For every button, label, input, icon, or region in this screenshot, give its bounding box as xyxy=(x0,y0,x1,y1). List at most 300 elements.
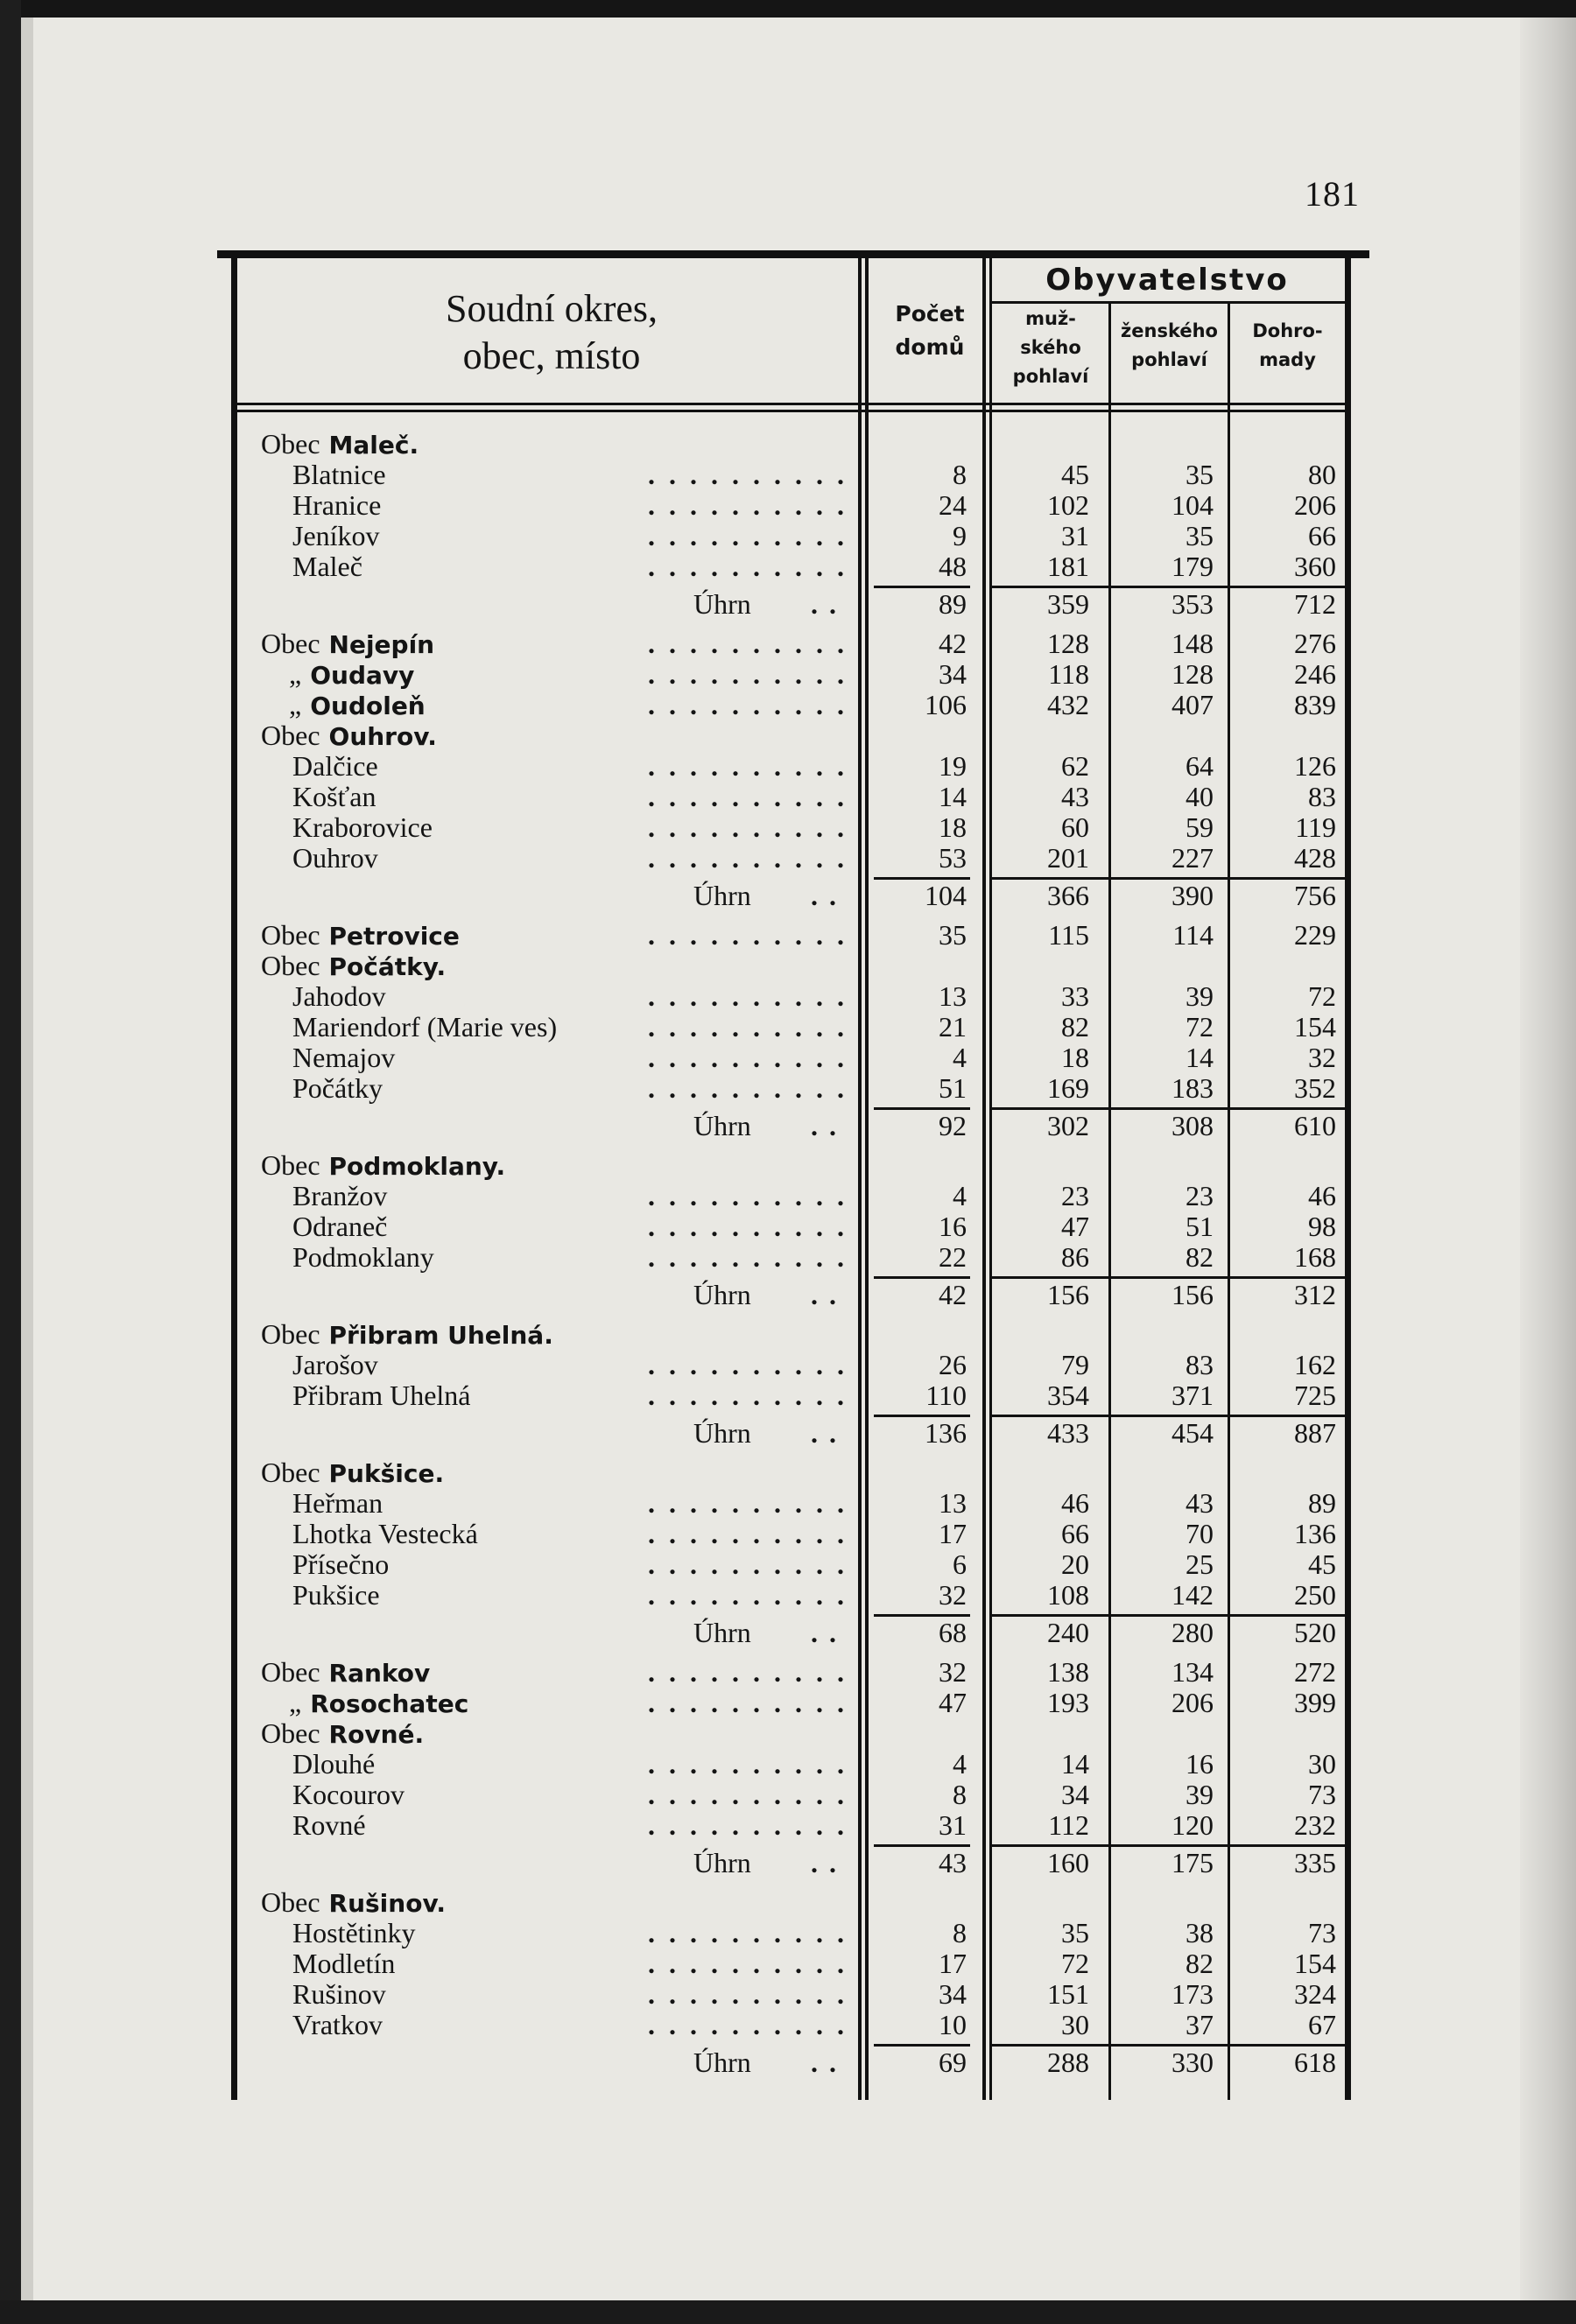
female-cell: 72 xyxy=(1186,1011,1214,1043)
total-cell: 312 xyxy=(1294,1279,1336,1310)
female-cell: 128 xyxy=(1171,658,1214,690)
municipality-prefix: Obec xyxy=(261,628,320,659)
municipality-name: Rušinov. xyxy=(328,1889,447,1918)
municipality-label xyxy=(261,1150,505,1182)
houses-cell: 47 xyxy=(939,1687,967,1718)
total-cell: 98 xyxy=(1308,1211,1336,1242)
total-cell: 30 xyxy=(1308,1748,1336,1780)
leader-dots: . . . . . . . . . . xyxy=(648,1180,848,1211)
municipality-label xyxy=(261,951,446,982)
municipality-name: Petrovice xyxy=(328,922,460,951)
female-cell: 142 xyxy=(1171,1579,1214,1611)
total-cell: 89 xyxy=(1308,1487,1336,1519)
houses-cell: 8 xyxy=(953,1779,967,1810)
male-cell: 86 xyxy=(1061,1241,1089,1273)
leader-dots: . . . . . . . . . . xyxy=(648,1487,848,1519)
municipality-row xyxy=(0,1688,1576,1718)
header-houses-line1: Počet xyxy=(895,301,965,326)
total-cell: 610 xyxy=(1294,1110,1336,1141)
place-name: Blatnice xyxy=(292,459,386,490)
municipality-prefix: Obec xyxy=(261,720,320,751)
female-cell: 16 xyxy=(1186,1748,1214,1780)
houses-cell: 31 xyxy=(939,1809,967,1841)
municipality-prefix: „ xyxy=(289,658,302,690)
female-cell: 134 xyxy=(1171,1656,1214,1688)
male-cell: 33 xyxy=(1061,980,1089,1012)
header-total-line1: Dohro- xyxy=(1252,320,1323,341)
leader-dots: . . . . . . . . . . xyxy=(648,1656,848,1688)
female-cell: 38 xyxy=(1186,1917,1214,1948)
column-group-population: Obyvatelstvo xyxy=(1045,263,1289,298)
female-cell: 39 xyxy=(1186,980,1214,1012)
female-cell: 35 xyxy=(1186,520,1214,551)
leader-dots: . . . . . . . . . . xyxy=(648,1211,848,1242)
leader-dots: . . . . . . . . . . xyxy=(648,689,848,720)
male-cell: 181 xyxy=(1047,551,1089,582)
female-cell: 390 xyxy=(1171,880,1214,911)
houses-cell: 24 xyxy=(939,489,967,521)
table-row xyxy=(0,1488,1576,1519)
male-cell: 138 xyxy=(1047,1656,1089,1688)
header-female-line2: pohlaví xyxy=(1131,349,1207,370)
header-male-line2: ského xyxy=(1020,337,1081,358)
male-cell: 14 xyxy=(1061,1748,1089,1780)
place-name: Podmoklany xyxy=(292,1241,434,1273)
male-cell: 115 xyxy=(1048,919,1089,951)
header-male-line3: pohlaví xyxy=(1012,366,1089,387)
leader-dots: . . . . . . . . . . xyxy=(648,658,848,690)
houses-cell: 69 xyxy=(939,2047,967,2078)
total-cell: 154 xyxy=(1294,1948,1336,1979)
total-cell: 66 xyxy=(1308,520,1336,551)
table-row xyxy=(0,1012,1576,1043)
column-header-female xyxy=(1111,317,1228,375)
summary-label: Úhrn xyxy=(693,1617,751,1648)
leader-dots: .. xyxy=(811,1110,848,1141)
houses-cell: 34 xyxy=(939,658,967,690)
total-cell: 250 xyxy=(1294,1579,1336,1611)
column-header-male xyxy=(993,305,1108,391)
header-total-line2: mady xyxy=(1259,349,1316,370)
female-cell: 40 xyxy=(1186,781,1214,812)
leader-dots: .. xyxy=(811,1417,848,1449)
summary-row xyxy=(0,1848,1576,1878)
houses-cell: 4 xyxy=(953,1180,967,1211)
total-cell: 154 xyxy=(1294,1011,1336,1043)
houses-cell: 48 xyxy=(939,551,967,582)
summary-label: Úhrn xyxy=(693,588,751,620)
place-name: Ouhrov xyxy=(292,842,378,874)
table-row xyxy=(0,1519,1576,1549)
municipality-name: Pukšice. xyxy=(328,1459,445,1488)
table-row xyxy=(0,1780,1576,1810)
place-name: Kocourov xyxy=(292,1779,405,1810)
leader-dots: . . . . . . . . . . xyxy=(648,919,848,951)
houses-cell: 32 xyxy=(939,1579,967,1611)
houses-cell: 51 xyxy=(939,1072,967,1104)
table-top-rule xyxy=(217,250,1369,258)
female-cell: 37 xyxy=(1186,2009,1214,2040)
male-cell: 433 xyxy=(1047,1417,1089,1449)
male-cell: 30 xyxy=(1061,2009,1089,2040)
municipality-prefix: „ xyxy=(289,1687,302,1718)
place-name: Mariendorf (Marie ves) xyxy=(292,1011,558,1043)
municipality-label xyxy=(261,720,437,752)
houses-cell: 53 xyxy=(939,842,967,874)
male-cell: 151 xyxy=(1047,1978,1089,2010)
municipality-name: Rosochatec xyxy=(310,1689,469,1718)
leader-dots: . . . . . . . . . . xyxy=(648,1518,848,1549)
male-cell: 128 xyxy=(1047,628,1089,659)
municipality-prefix: „ xyxy=(289,689,302,720)
municipality-name: Rovné. xyxy=(328,1720,425,1749)
page-number: 181 xyxy=(1305,174,1360,214)
scan-border-top xyxy=(0,0,1576,18)
houses-cell: 19 xyxy=(939,750,967,782)
header-male-line1: muž- xyxy=(1025,308,1076,329)
municipality-label xyxy=(289,690,426,721)
scan-border-bottom xyxy=(0,2300,1576,2324)
municipality-label xyxy=(261,1657,430,1689)
table-row xyxy=(0,1948,1576,1979)
municipality-prefix: Obec xyxy=(261,1886,320,1918)
table-row xyxy=(0,490,1576,521)
male-cell: 20 xyxy=(1061,1548,1089,1580)
female-cell: 104 xyxy=(1171,489,1214,521)
leader-dots: . . . . . . . . . . xyxy=(648,1349,848,1380)
header-female-line1: ženského xyxy=(1121,320,1218,341)
header-houses-line2: domů xyxy=(895,334,965,360)
table-row xyxy=(0,1979,1576,2010)
municipality-row xyxy=(0,1657,1576,1688)
place-name: Rovné xyxy=(292,1809,366,1841)
total-cell: 335 xyxy=(1294,1847,1336,1878)
leader-dots: . . . . . . . . . . xyxy=(648,811,848,843)
summary-label: Úhrn xyxy=(693,1847,751,1878)
place-name: Branžov xyxy=(292,1180,388,1211)
leader-dots: . . . . . . . . . . xyxy=(648,842,848,874)
male-cell: 35 xyxy=(1061,1917,1089,1948)
female-cell: 407 xyxy=(1171,689,1214,720)
table-row xyxy=(0,1350,1576,1380)
male-cell: 108 xyxy=(1047,1579,1089,1611)
total-cell: 725 xyxy=(1294,1380,1336,1411)
total-cell: 67 xyxy=(1308,2009,1336,2040)
municipality-row xyxy=(0,920,1576,951)
total-cell: 232 xyxy=(1294,1809,1336,1841)
houses-cell: 106 xyxy=(925,689,967,720)
houses-cell: 22 xyxy=(939,1241,967,1273)
leader-dots: . . . . . . . . . . xyxy=(648,750,848,782)
summary-row xyxy=(0,1111,1576,1141)
houses-cell: 92 xyxy=(939,1110,967,1141)
leader-dots: . . . . . . . . . . xyxy=(648,520,848,551)
leader-dots: . . . . . . . . . . xyxy=(648,628,848,659)
male-cell: 62 xyxy=(1061,750,1089,782)
summary-row xyxy=(0,1418,1576,1449)
female-cell: 25 xyxy=(1186,1548,1214,1580)
place-name: Nemajov xyxy=(292,1042,396,1073)
male-cell: 193 xyxy=(1047,1687,1089,1718)
houses-cell: 17 xyxy=(939,1518,967,1549)
male-cell: 79 xyxy=(1061,1349,1089,1380)
leader-dots: . . . . . . . . . . xyxy=(648,1948,848,1979)
leader-dots: . . . . . . . . . . xyxy=(648,1011,848,1043)
male-cell: 112 xyxy=(1048,1809,1089,1841)
female-cell: 148 xyxy=(1171,628,1214,659)
municipality-prefix: Obec xyxy=(261,428,320,460)
table-row xyxy=(0,1181,1576,1211)
table-row xyxy=(0,782,1576,812)
male-cell: 240 xyxy=(1047,1617,1089,1648)
municipality-label xyxy=(261,920,460,951)
male-cell: 359 xyxy=(1047,588,1089,620)
table-row xyxy=(0,843,1576,874)
leader-dots: . . . . . . . . . . xyxy=(648,1809,848,1841)
municipality-row xyxy=(0,1457,1576,1488)
female-cell: 156 xyxy=(1171,1279,1214,1310)
municipality-name: Rankov xyxy=(328,1659,431,1688)
male-cell: 18 xyxy=(1061,1042,1089,1073)
header-rule-1 xyxy=(237,403,1345,405)
municipality-name: Počátky. xyxy=(328,952,447,981)
leader-dots: . . . . . . . . . . xyxy=(648,1917,848,1948)
header-rule-2 xyxy=(237,410,1345,412)
total-cell: 80 xyxy=(1308,459,1336,490)
place-name: Maleč xyxy=(292,551,362,582)
female-cell: 64 xyxy=(1186,750,1214,782)
leader-dots: . . . . . . . . . . xyxy=(648,1748,848,1780)
female-cell: 206 xyxy=(1171,1687,1214,1718)
houses-cell: 136 xyxy=(925,1417,967,1449)
municipality-name: Podmoklany. xyxy=(328,1152,506,1181)
municipality-row xyxy=(0,1887,1576,1918)
total-cell: 618 xyxy=(1294,2047,1336,2078)
total-cell: 756 xyxy=(1294,880,1336,911)
header-title-line1: Soudní okres, xyxy=(446,287,658,330)
leader-dots: . . . . . . . . . . xyxy=(648,781,848,812)
summary-label: Úhrn xyxy=(693,1279,751,1310)
male-cell: 34 xyxy=(1061,1779,1089,1810)
total-cell: 352 xyxy=(1294,1072,1336,1104)
leader-dots: . . . . . . . . . . xyxy=(648,1579,848,1611)
female-cell: 83 xyxy=(1186,1349,1214,1380)
place-name: Jarošov xyxy=(292,1349,378,1380)
total-cell: 229 xyxy=(1294,919,1336,951)
male-cell: 169 xyxy=(1047,1072,1089,1104)
female-cell: 114 xyxy=(1172,919,1214,951)
houses-cell: 110 xyxy=(925,1380,967,1411)
female-cell: 308 xyxy=(1171,1110,1214,1141)
total-cell: 276 xyxy=(1294,628,1336,659)
leader-dots: . . . . . . . . . . xyxy=(648,1779,848,1810)
total-cell: 428 xyxy=(1294,842,1336,874)
column-header-place xyxy=(254,285,849,380)
place-name: Přibram Uhelná xyxy=(292,1380,471,1411)
male-cell: 354 xyxy=(1047,1380,1089,1411)
female-cell: 371 xyxy=(1171,1380,1214,1411)
leader-dots: .. xyxy=(811,1847,848,1878)
houses-cell: 89 xyxy=(939,588,967,620)
total-cell: 520 xyxy=(1294,1617,1336,1648)
table-row xyxy=(0,1380,1576,1411)
table-row xyxy=(0,1211,1576,1242)
place-name: Počátky xyxy=(292,1072,383,1104)
municipality-row xyxy=(0,1319,1576,1350)
leader-dots: . . . . . . . . . . xyxy=(648,2009,848,2040)
total-cell: 32 xyxy=(1308,1042,1336,1073)
place-name: Heřman xyxy=(292,1487,383,1519)
place-name: Modletín xyxy=(292,1948,396,1979)
total-cell: 45 xyxy=(1308,1548,1336,1580)
column-header-total xyxy=(1230,317,1345,375)
houses-cell: 14 xyxy=(939,781,967,812)
houses-cell: 8 xyxy=(953,1917,967,1948)
municipality-name: Oudavy xyxy=(310,661,415,690)
female-cell: 43 xyxy=(1186,1487,1214,1519)
place-name: Přísečno xyxy=(292,1548,390,1580)
total-cell: 73 xyxy=(1308,1917,1336,1948)
municipality-label xyxy=(261,1319,553,1351)
leader-dots: . . . . . . . . . . xyxy=(648,1687,848,1718)
houses-cell: 9 xyxy=(953,520,967,551)
leader-dots: . . . . . . . . . . xyxy=(648,551,848,582)
female-cell: 353 xyxy=(1171,588,1214,620)
leader-dots: . . . . . . . . . . xyxy=(648,1042,848,1073)
male-cell: 288 xyxy=(1047,2047,1089,2078)
male-cell: 45 xyxy=(1061,459,1089,490)
houses-cell: 42 xyxy=(939,628,967,659)
houses-cell: 6 xyxy=(953,1548,967,1580)
houses-cell: 68 xyxy=(939,1617,967,1648)
male-cell: 23 xyxy=(1061,1180,1089,1211)
houses-cell: 21 xyxy=(939,1011,967,1043)
houses-cell: 32 xyxy=(939,1656,967,1688)
male-cell: 60 xyxy=(1061,811,1089,843)
female-cell: 70 xyxy=(1186,1518,1214,1549)
table-row xyxy=(0,2010,1576,2040)
table-row xyxy=(0,981,1576,1012)
leader-dots: . . . . . . . . . . xyxy=(648,1380,848,1411)
place-name: Vratkov xyxy=(292,2009,383,2040)
total-cell: 206 xyxy=(1294,489,1336,521)
leader-dots: . . . . . . . . . . xyxy=(648,1548,848,1580)
leader-dots: .. xyxy=(811,1279,848,1310)
column-header-houses xyxy=(872,298,988,364)
houses-cell: 8 xyxy=(953,459,967,490)
houses-cell: 10 xyxy=(939,2009,967,2040)
leader-dots: . . . . . . . . . . xyxy=(648,1241,848,1273)
total-cell: 324 xyxy=(1294,1978,1336,2010)
place-name: Dalčice xyxy=(292,750,378,782)
male-cell: 102 xyxy=(1047,489,1089,521)
male-cell: 31 xyxy=(1061,520,1089,551)
table-row xyxy=(0,521,1576,551)
place-name: Dlouhé xyxy=(292,1748,376,1780)
municipality-label xyxy=(261,628,434,660)
summary-row xyxy=(0,881,1576,911)
total-cell: 399 xyxy=(1294,1687,1336,1718)
municipality-prefix: Obec xyxy=(261,1149,320,1181)
summary-row xyxy=(0,589,1576,620)
municipality-name: Přibram Uhelná. xyxy=(328,1321,553,1350)
leader-dots: .. xyxy=(811,880,848,911)
total-cell: 168 xyxy=(1294,1241,1336,1273)
male-cell: 156 xyxy=(1047,1279,1089,1310)
male-cell: 160 xyxy=(1047,1847,1089,1878)
municipality-prefix: Obec xyxy=(261,1318,320,1350)
male-cell: 43 xyxy=(1061,781,1089,812)
leader-dots: .. xyxy=(811,2047,848,2078)
female-cell: 183 xyxy=(1171,1072,1214,1104)
male-cell: 72 xyxy=(1061,1948,1089,1979)
houses-cell: 26 xyxy=(939,1349,967,1380)
houses-cell: 34 xyxy=(939,1978,967,2010)
total-cell: 887 xyxy=(1294,1417,1336,1449)
place-name: Pukšice xyxy=(292,1579,380,1611)
municipality-name: Oudoleň xyxy=(310,692,426,720)
leader-dots: . . . . . . . . . . xyxy=(648,489,848,521)
municipality-name: Ouhrov. xyxy=(328,722,437,751)
place-name: Rušinov xyxy=(292,1978,386,2010)
male-cell: 118 xyxy=(1048,658,1089,690)
municipality-label xyxy=(289,659,414,691)
summary-row xyxy=(0,1280,1576,1310)
municipality-row xyxy=(0,720,1576,751)
male-cell: 201 xyxy=(1047,842,1089,874)
municipality-row xyxy=(0,429,1576,460)
houses-cell: 17 xyxy=(939,1948,967,1979)
total-cell: 119 xyxy=(1295,811,1336,843)
table-row xyxy=(0,751,1576,782)
female-cell: 454 xyxy=(1171,1417,1214,1449)
municipality-name: Maleč. xyxy=(328,431,419,460)
female-cell: 280 xyxy=(1171,1617,1214,1648)
municipality-label xyxy=(261,1718,424,1750)
summary-label: Úhrn xyxy=(693,880,751,911)
male-cell: 66 xyxy=(1061,1518,1089,1549)
municipality-name: Nejepín xyxy=(328,630,435,659)
table-row xyxy=(0,1580,1576,1611)
obyvatelstvo-underline xyxy=(992,301,1345,304)
female-cell: 35 xyxy=(1186,459,1214,490)
municipality-prefix: Obec xyxy=(261,919,320,951)
municipality-row xyxy=(0,1718,1576,1749)
houses-cell: 4 xyxy=(953,1042,967,1073)
municipality-label xyxy=(261,1457,444,1489)
leader-dots: . . . . . . . . . . xyxy=(648,459,848,490)
female-cell: 330 xyxy=(1171,2047,1214,2078)
total-cell: 246 xyxy=(1294,658,1336,690)
summary-label: Úhrn xyxy=(693,2047,751,2078)
total-cell: 136 xyxy=(1294,1518,1336,1549)
female-cell: 227 xyxy=(1171,842,1214,874)
female-cell: 23 xyxy=(1186,1180,1214,1211)
municipality-label xyxy=(261,429,419,460)
table-row xyxy=(0,1918,1576,1948)
female-cell: 39 xyxy=(1186,1779,1214,1810)
female-cell: 51 xyxy=(1186,1211,1214,1242)
female-cell: 120 xyxy=(1171,1809,1214,1841)
table-row xyxy=(0,1043,1576,1073)
total-cell: 712 xyxy=(1294,588,1336,620)
female-cell: 59 xyxy=(1186,811,1214,843)
total-cell: 360 xyxy=(1294,551,1336,582)
houses-cell: 104 xyxy=(925,880,967,911)
place-name: Odraneč xyxy=(292,1211,388,1242)
houses-cell: 4 xyxy=(953,1748,967,1780)
municipality-row xyxy=(0,628,1576,659)
